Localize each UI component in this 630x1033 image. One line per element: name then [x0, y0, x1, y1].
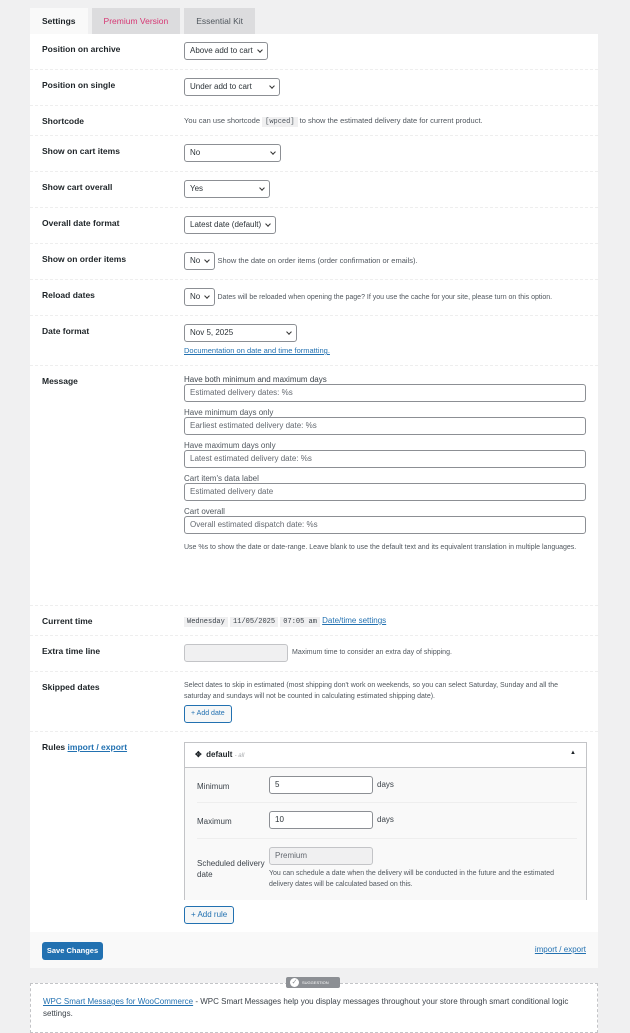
- row-cart-overall: [30, 172, 598, 208]
- footer: [30, 932, 598, 968]
- row-skipped-dates: [30, 672, 598, 732]
- label: Rules: [42, 742, 66, 752]
- label: Position on archive: [42, 44, 121, 54]
- label: Shortcode: [42, 116, 85, 126]
- max-label: Maximum: [197, 817, 232, 826]
- description: You can schedule a date when the delivery will be conducted in the future and the estimated delivery dates will be calculated based on this.: [269, 870, 554, 888]
- text: You can use shortcode: [184, 116, 261, 125]
- row-single: [30, 70, 598, 106]
- row-shortcode: [30, 106, 598, 136]
- row-reload: [30, 280, 598, 316]
- cart-overall-select[interactable]: Yes: [184, 180, 270, 198]
- date-format-doc-link[interactable]: Documentation on date and time formatting.: [184, 346, 330, 355]
- datetime-settings-link[interactable]: Date/time settings: [322, 616, 387, 625]
- row-order-items: [30, 244, 598, 280]
- message-max-input[interactable]: Latest estimated delivery date: %s: [184, 450, 586, 468]
- message-field-label: Cart overall: [184, 507, 225, 516]
- tab-premium[interactable]: Premium Version: [92, 8, 181, 34]
- rule-header[interactable]: [185, 743, 586, 768]
- label: Extra time line: [42, 646, 101, 656]
- tab-essential-kit[interactable]: Essential Kit: [184, 8, 255, 34]
- rule-scope: - all: [234, 753, 245, 759]
- tab-settings[interactable]: Settings: [30, 8, 88, 34]
- date-format-select[interactable]: Nov 5, 2025: [184, 324, 297, 342]
- scheduled-date-input[interactable]: Premium: [269, 847, 373, 865]
- cart-item-label-input[interactable]: Estimated delivery date: [184, 483, 586, 501]
- rules-import-export-link[interactable]: import / export: [67, 742, 128, 752]
- suggestion-link[interactable]: WPC Smart Messages for WooCommerce: [43, 997, 194, 1006]
- add-date-button[interactable]: + Add date: [184, 705, 232, 723]
- suggestion-badge: ✓ SUGGESTION: [286, 977, 340, 988]
- row-overall-format: [30, 208, 598, 244]
- message-field-label: Have minimum days only: [184, 408, 274, 417]
- order-items-select[interactable]: No: [184, 252, 215, 270]
- cart-items-select[interactable]: No: [184, 144, 281, 162]
- label: Date format: [42, 326, 90, 336]
- message-note: Use %s to show the date or date-range. Leave blank to use the default text and its equivalent translation in multiple languages.: [184, 544, 577, 551]
- maximum-days-input[interactable]: 10: [269, 811, 373, 829]
- row-date-format: [30, 316, 598, 366]
- label: Position on single: [42, 80, 116, 90]
- label: Skipped dates: [42, 682, 100, 692]
- row-current-time: [30, 606, 598, 636]
- message-field-label: Have both minimum and maximum days: [184, 375, 327, 384]
- row-message: [30, 366, 598, 606]
- rule-name: default: [206, 750, 233, 759]
- suggestion-box: [30, 983, 598, 1033]
- row-archive: [30, 34, 598, 70]
- current-time: 07:05 am: [280, 617, 320, 627]
- description: Show the date on order items (order confirmation or emails).: [217, 256, 418, 265]
- add-rule-button[interactable]: + Add rule: [184, 906, 234, 924]
- minimum-days-input[interactable]: 5: [269, 776, 373, 794]
- message-both-input[interactable]: Estimated delivery dates: %s: [184, 384, 586, 402]
- label: Show cart overall: [42, 182, 113, 192]
- cart-overall-input[interactable]: Overall estimated dispatch date: %s: [184, 516, 586, 534]
- reload-select[interactable]: No: [184, 288, 215, 306]
- label: Reload dates: [42, 290, 95, 300]
- days-label: days: [377, 780, 394, 789]
- position-single-select[interactable]: Under add to cart: [184, 78, 280, 96]
- days-label: days: [377, 815, 394, 824]
- label: Message: [42, 376, 78, 386]
- message-min-input[interactable]: Earliest estimated delivery date: %s: [184, 417, 586, 435]
- row-cart-items: [30, 136, 598, 172]
- row-extra-time: [30, 636, 598, 672]
- min-label: Minimum: [197, 782, 230, 791]
- message-field-label: Cart item's data label: [184, 474, 259, 483]
- scheduled-label: Scheduled delivery date: [197, 859, 265, 879]
- description: Select dates to skip in estimated (most shipping don't work on weekends, so you can select Saturday, Sunday and all the saturday and sundays will not be counted in calculating estimated shipping date).: [184, 682, 558, 700]
- description: Maximum time to consider an extra day of shipping.: [292, 649, 452, 656]
- label: Show on order items: [42, 254, 127, 264]
- label: Overall date format: [42, 218, 120, 228]
- description: Dates will be reloaded when opening the page? If you use the cache for your site, please turn on this option.: [217, 294, 553, 301]
- label: Current time: [42, 616, 93, 626]
- rule-default: [184, 742, 587, 900]
- collapse-arrow-icon[interactable]: ▲: [570, 750, 576, 756]
- row-rules: [30, 732, 598, 932]
- position-archive-select[interactable]: Above add to cart: [184, 42, 268, 60]
- suggestion-text: - WPC Smart Messages help you display messages throughout your store through smart conditional logic settings.: [43, 997, 569, 1018]
- label: Show on cart items: [42, 146, 120, 156]
- overall-format-select[interactable]: Latest date (default): [184, 216, 276, 234]
- save-changes-button[interactable]: Save Changes: [42, 942, 103, 960]
- text: to show the estimated delivery date for current product.: [299, 116, 483, 125]
- drag-move-icon[interactable]: ✥: [195, 750, 202, 759]
- footer-import-export-link[interactable]: import / export: [534, 945, 586, 954]
- shortcode-code: [wpced]: [262, 117, 297, 127]
- settings-panel: [30, 34, 598, 968]
- extra-time-input[interactable]: [184, 644, 288, 662]
- tabs: [30, 8, 255, 34]
- current-day: Wednesday: [184, 617, 228, 627]
- message-field-label: Have maximum days only: [184, 441, 276, 450]
- current-date: 11/05/2025: [230, 617, 278, 627]
